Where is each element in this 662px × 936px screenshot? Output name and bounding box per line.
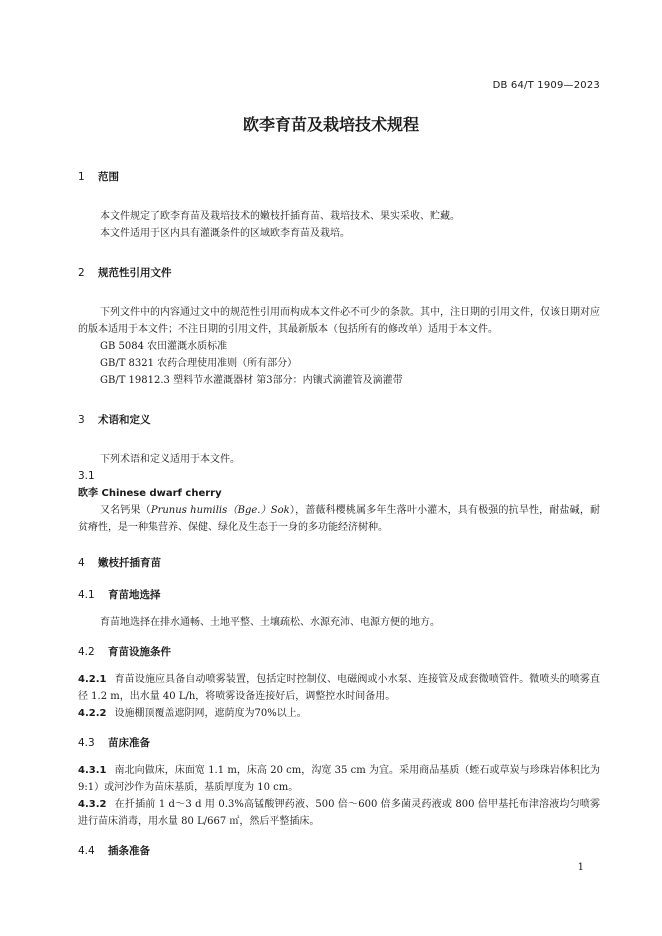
section-1-heading — [78, 168, 600, 186]
section-1-body — [78, 208, 600, 242]
term-name: 欧李 Chinese dwarf cherry — [78, 488, 222, 499]
clause-4-2-1 — [78, 671, 600, 705]
section-4-heading — [78, 554, 600, 572]
clause-4-3-2 — [78, 796, 600, 830]
section-2-heading — [78, 264, 600, 282]
subsection-4-2-heading — [78, 643, 600, 661]
section-3-heading — [78, 411, 600, 429]
clause-number: 4.2.1 — [78, 674, 107, 685]
paragraph: 本文件适用于区内具有灌溉条件的区域欧李育苗及栽培。 — [100, 228, 350, 239]
reference-item: GB/T 8321 农药合理使用准则（所有部分） — [100, 358, 298, 369]
definition-text: ），蔷薇科樱桃属多年生落叶小灌木，具有极强的抗旱性，耐盐碱，耐贫瘠性，是一种集营养、保健、绿化及生态于一身的多功能经济树种。 — [78, 505, 601, 533]
subsection-4-4-heading — [78, 842, 600, 860]
subsection-number: 4.2 — [78, 646, 95, 658]
reference-item: GB/T 19812.3 塑料节水灌溉器材 第3部分：内镶式滴灌管及滴灌带 — [100, 375, 403, 386]
subsection-number: 4.4 — [78, 845, 95, 857]
reference-item: GB 5084 农田灌溉水质标准 — [100, 341, 228, 352]
paragraph: 本文件规定了欧李育苗及栽培技术的嫩枝扦插育苗、栽培技术、果实采收、贮藏。 — [100, 211, 460, 222]
clause-text: 南北向做床，床面宽 1.1 m，床高 20 cm，沟宽 35 cm 为宜。采用商品基质（蛭石或草炭与珍珠岩体积比为 9:1）或河沙作为苗床基质，基质厚度为 10 cm。 — [78, 765, 600, 793]
section-title: 范围 — [98, 171, 119, 183]
section-title: 术语和定义 — [98, 414, 151, 426]
subsection-4-1-heading — [78, 586, 600, 604]
section-number: 2 — [78, 267, 85, 279]
page-number: 1 — [577, 862, 584, 873]
standard-code: DB 64/T 1909—2023 — [492, 80, 600, 91]
subsection-title: 育苗地选择 — [108, 589, 161, 601]
subsection-number: 4.3 — [78, 737, 95, 749]
document-body — [78, 168, 600, 870]
latin-name: Prunus humilis（Bge.）Sok — [150, 505, 290, 516]
section-2-body — [78, 304, 600, 389]
paragraph: 下列文件中的内容通过文中的规范性引用而构成本文件必不可少的条款。其中，注日期的引用文件，仅该日期对应的版本适用于本文件；不注日期的引用文件，其最新版本（包括所有的修改单）适用于本文件。 — [78, 307, 600, 335]
term-definition — [78, 502, 600, 536]
section-number: 3 — [78, 414, 85, 426]
subsection-4-3-heading — [78, 734, 600, 752]
subsection-title: 苗床准备 — [108, 737, 150, 749]
paragraph: 下列术语和定义适用于本文件。 — [100, 454, 240, 465]
clause-text: 在扦插前 1 d～3 d 用 0.3%高锰酸钾药液、500 倍～600 倍多菌灵药液或 800 倍甲基托布津溶液均匀喷雾进行苗床消毒，用水量 80 L/667 ㎡，然后平整插床。 — [78, 799, 600, 827]
clause-4-3-1 — [78, 762, 600, 796]
term-number: 3.1 — [78, 470, 95, 482]
clause-text: 设施棚顶覆盖遮阴网，遮荫度为70%以上。 — [114, 708, 307, 719]
clause-number: 4.2.2 — [78, 708, 107, 719]
clause-number: 4.3.2 — [78, 799, 107, 810]
clause-4-2-2 — [78, 705, 600, 722]
clause-number: 4.3.1 — [78, 765, 107, 776]
section-number: 4 — [78, 557, 85, 569]
section-title: 规范性引用文件 — [98, 267, 172, 279]
section-title: 嫩枝扦插育苗 — [98, 557, 161, 569]
subsection-title: 插条准备 — [108, 845, 150, 857]
definition-text: 又名钙果（ — [100, 505, 151, 516]
section-number: 1 — [78, 171, 85, 183]
paragraph: 育苗地选择在排水通畅、土地平整、土壤疏松、水源充沛、电源方便的地方。 — [100, 617, 440, 628]
document-title: 欧李育苗及栽培技术规程 — [242, 115, 419, 134]
subsection-title: 育苗设施条件 — [108, 646, 171, 658]
subsection-number: 4.1 — [78, 589, 95, 601]
clause-text: 育苗设施应具备自动喷雾装置，包括定时控制仪、电磁阀或小水泵、连接管及成套微喷管件。微喷头的喷雾直径 1.2 m，出水量 40 L/h，将喷雾设备连接好后，调整控水时间备用。 — [78, 674, 600, 702]
